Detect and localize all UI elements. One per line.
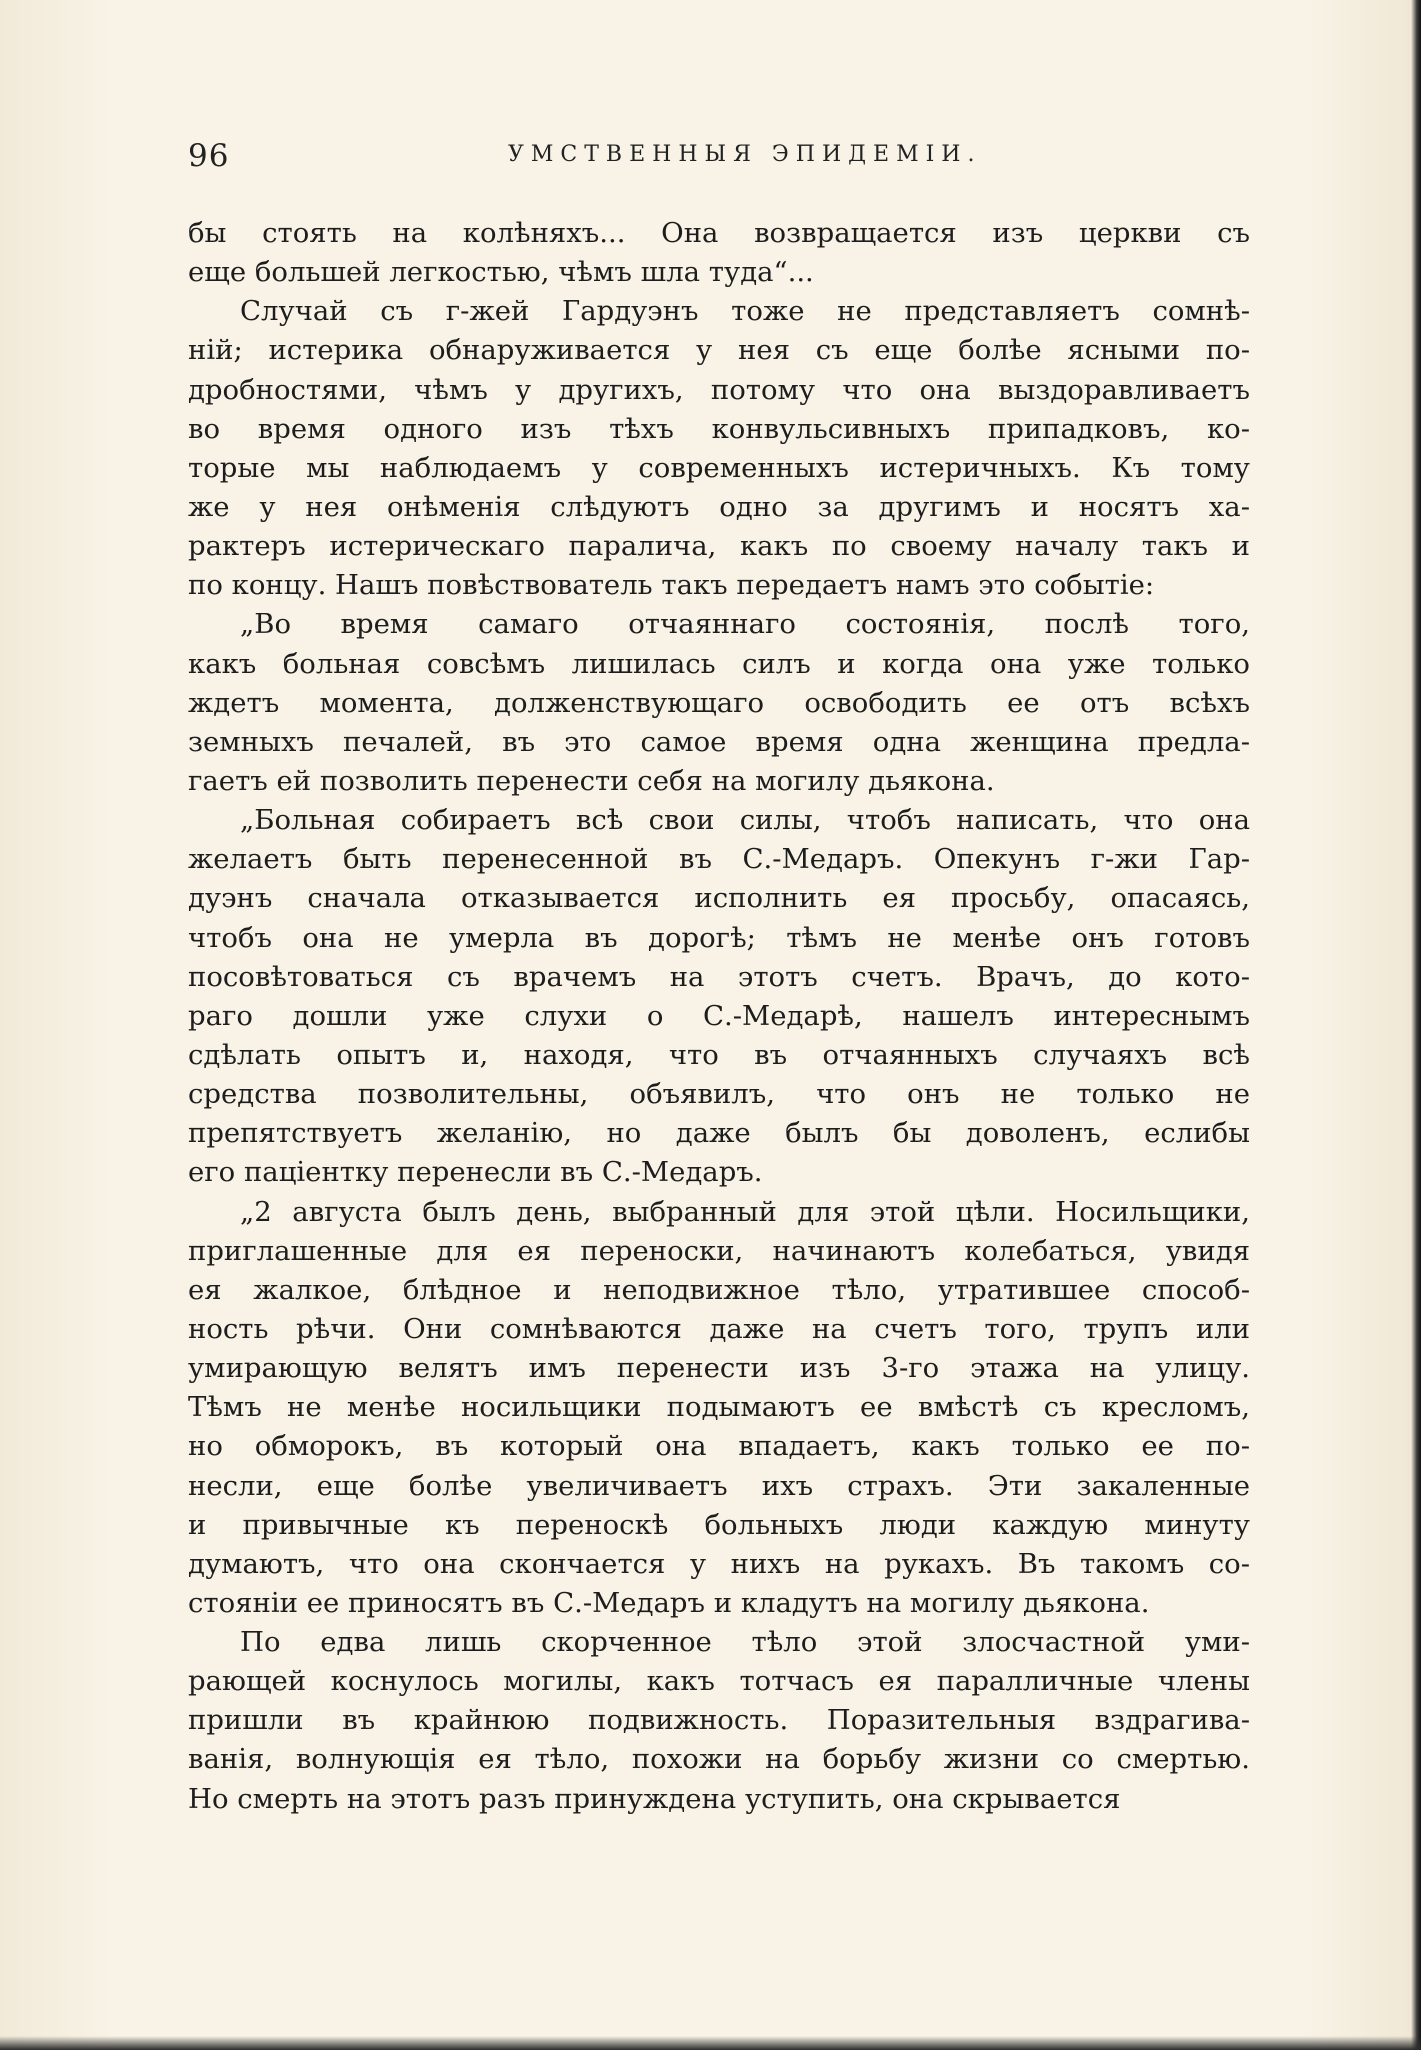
text-line: и привычные къ переноскѣ больныхъ люди каждую минуту (188, 1508, 1250, 1541)
text-line: средства позволительны, объявилъ, что онъ не только не (188, 1078, 1250, 1111)
text-line: стояніи ее приносятъ въ С.-Медаръ и кладутъ на могилу дьякона. (188, 1586, 1150, 1619)
text-line: ній; истерика обнаруживается у нея съ еще болѣе ясными по- (188, 334, 1250, 367)
text-line: торые мы наблюдаемъ у современныхъ истеричныхъ. Къ тому (188, 451, 1250, 484)
text-line: по концу. Нашъ повѣствователь такъ передаетъ намъ это событіе: (188, 569, 1155, 602)
body-text (188, 214, 1250, 1819)
text-line: во время одного изъ тѣхъ конвульсивныхъ припадковъ, ко- (188, 412, 1250, 445)
text-line: „Больная собираетъ всѣ свои силы, чтобъ написать, что она (240, 804, 1250, 837)
text-line: раго дошли уже слухи о С.-Медарѣ, нашелъ интереснымъ (188, 999, 1250, 1032)
text-line: чтобъ она не умерла въ дорогѣ; тѣмъ не менѣе онъ готовъ (188, 921, 1250, 954)
paragraph (188, 801, 1250, 1192)
text-line: несли, еще болѣе увеличиваетъ ихъ страхъ. Эти закаленные (188, 1469, 1250, 1502)
text-line: же у нея онѣменія слѣдуютъ одно за другимъ и носятъ ха- (188, 490, 1250, 523)
page-number: 96 (188, 138, 230, 174)
text-line: дуэнъ сначала отказывается исполнить ея просьбу, опасаясь, (188, 882, 1250, 915)
running-title: УМСТВЕННЫЯ ЭПИДЕМІИ. (508, 142, 982, 167)
text-line: Но смерть на этотъ разъ принуждена уступить, она скрывается (188, 1782, 1121, 1815)
paragraph (188, 292, 1250, 605)
paragraph (188, 605, 1250, 801)
text-line: рающей коснулось могилы, какъ тотчасъ ея паралличные члены (188, 1665, 1250, 1698)
page-header (188, 138, 1250, 178)
text-line: умирающую велятъ имъ перенести изъ 3-го этажа на улицу. (188, 1352, 1250, 1385)
text-line: еще большей легкостью, чѣмъ шла туда“... (188, 256, 814, 289)
text-line: ность рѣчи. Они сомнѣваются даже на счетъ того, трупъ или (188, 1312, 1250, 1345)
text-line: рактеръ истерическаго паралича, какъ по своему началу такъ и (188, 530, 1250, 563)
text-line: „Во время самаго отчаяннаго состоянія, послѣ того, (240, 608, 1250, 641)
text-line: гаетъ ей позволить перенести себя на могилу дьякона. (188, 764, 995, 797)
text-line: его паціентку перенесли въ С.-Медаръ. (188, 1156, 763, 1189)
text-line: „2 августа былъ день, выбранный для этой цѣли. Носильщики, (240, 1195, 1250, 1228)
text-line: пришли въ крайнюю подвижность. Поразительныя вздрагива- (188, 1704, 1250, 1737)
text-line: сдѣлать опытъ и, находя, что въ отчаянныхъ случаяхъ всѣ (188, 1038, 1250, 1071)
text-line: ея жалкое, блѣдное и неподвижное тѣло, утратившее способ- (188, 1273, 1250, 1306)
text-line: но обморокъ, въ который она впадаетъ, какъ только ее по- (188, 1430, 1250, 1463)
text-line: земныхъ печалей, въ это самое время одна женщина предла- (188, 725, 1250, 758)
text-line: думаютъ, что она скончается у нихъ на рукахъ. Въ такомъ со- (188, 1547, 1250, 1580)
text-line: какъ больная совсѣмъ лишилась силъ и когда она уже только (188, 647, 1250, 680)
text-line: ждетъ момента, долженствующаго освободить ее отъ всѣхъ (188, 686, 1250, 719)
text-line: Тѣмъ не менѣе носильщики подымаютъ ее вмѣстѣ съ кресломъ, (188, 1391, 1250, 1424)
paragraph (188, 1193, 1250, 1624)
paragraph (188, 1623, 1250, 1819)
text-line: препятствуетъ желанію, но даже былъ бы доволенъ, еслибы (188, 1117, 1250, 1150)
text-line: дробностями, чѣмъ у другихъ, потому что она выздоравливаетъ (188, 373, 1250, 406)
text-line: бы стоять на колѣняхъ... Она возвращается изъ церкви съ (188, 217, 1250, 249)
text-line: приглашенные для ея переноски, начинаютъ колебаться, увидя (188, 1234, 1250, 1267)
page-edge-shadow (1411, 0, 1421, 2050)
text-line: посовѣтоваться съ врачемъ на этотъ счетъ. Врачъ, до кото- (188, 960, 1250, 993)
text-line: ванія, волнующія ея тѣло, похожи на борьбу жизни со смертью. (188, 1743, 1250, 1776)
text-line: желаетъ быть перенесенной въ С.-Медаръ. Опекунъ г-жи Гар- (188, 843, 1250, 876)
text-line: Случай съ г-жей Гардуэнъ тоже не представляетъ сомнѣ- (240, 295, 1250, 328)
paragraph (188, 214, 1250, 292)
page-bottom-shadow (0, 2036, 1421, 2050)
text-line: По едва лишь скорченное тѣло этой злосчастной уми- (240, 1626, 1250, 1659)
